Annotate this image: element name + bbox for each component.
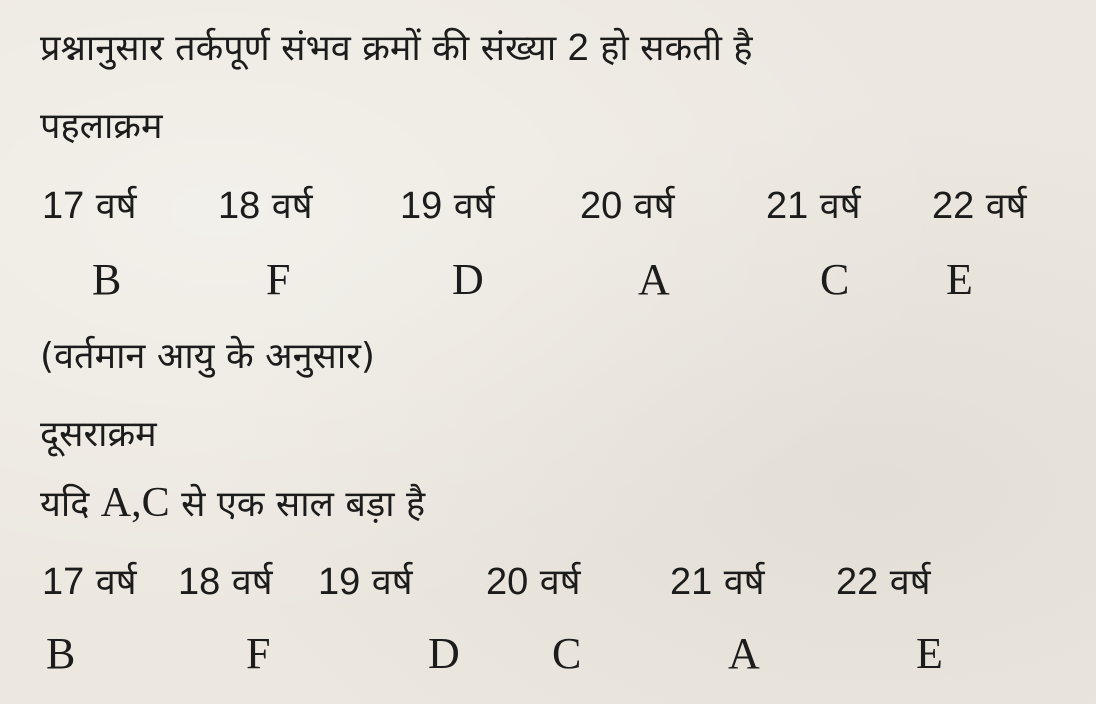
age-unit: वर्ष bbox=[528, 562, 581, 603]
age-number: 18 bbox=[178, 561, 221, 603]
second-age-cell bbox=[318, 556, 413, 605]
first-order-ages-row bbox=[0, 180, 1096, 230]
age-unit: वर्ष bbox=[442, 186, 495, 227]
age-number: 21 bbox=[766, 185, 809, 227]
second-person-letter: E bbox=[916, 629, 943, 678]
second-order-persons-row bbox=[0, 628, 1096, 684]
first-age-cell bbox=[766, 180, 861, 229]
age-unit: वर्ष bbox=[712, 562, 765, 603]
age-unit: वर्ष bbox=[878, 562, 931, 603]
first-age-cell bbox=[400, 180, 495, 229]
age-number: 22 bbox=[932, 185, 975, 227]
first-order-note: (वर्तमान आयु के अनुसार) bbox=[40, 336, 375, 377]
age-unit: वर्ष bbox=[808, 186, 861, 227]
second-age-cell bbox=[486, 556, 581, 605]
heading-text-end: हो सकती है bbox=[600, 28, 753, 69]
age-unit: वर्ष bbox=[84, 562, 137, 603]
age-number: 22 bbox=[836, 561, 879, 603]
second-age-cell bbox=[42, 556, 137, 605]
condition-names: A,C bbox=[100, 480, 170, 526]
condition-prefix: यदि bbox=[40, 484, 90, 525]
age-number: 19 bbox=[318, 561, 361, 603]
first-age-cell bbox=[580, 180, 675, 229]
second-age-cell bbox=[670, 556, 765, 605]
first-age-cell bbox=[932, 180, 1027, 229]
condition-suffix: से एक साल बड़ा है bbox=[181, 484, 426, 525]
second-age-cell bbox=[836, 556, 931, 605]
first-person-letter: D bbox=[452, 255, 484, 304]
first-person-letter: B bbox=[92, 255, 122, 304]
age-unit: वर्ष bbox=[220, 562, 273, 603]
age-number: 20 bbox=[580, 185, 623, 227]
first-age-cell bbox=[218, 180, 313, 229]
heading-text: प्रश्नानुसार तर्कपूर्ण संभव क्रमों की संख्या bbox=[40, 28, 557, 69]
first-person-letter: F bbox=[266, 255, 291, 304]
age-number: 20 bbox=[486, 561, 529, 603]
first-person-letter: E bbox=[946, 255, 973, 304]
heading-number: 2 bbox=[567, 27, 589, 69]
age-unit: वर्ष bbox=[360, 562, 413, 603]
age-number: 18 bbox=[218, 185, 261, 227]
second-age-cell bbox=[178, 556, 273, 605]
second-person-letter: C bbox=[552, 629, 582, 678]
second-order-ages-row bbox=[0, 556, 1096, 606]
first-age-cell bbox=[42, 180, 137, 229]
age-unit: वर्ष bbox=[84, 186, 137, 227]
first-person-letter: A bbox=[638, 255, 670, 304]
second-person-letter: A bbox=[728, 629, 760, 678]
second-person-letter: B bbox=[46, 629, 76, 678]
age-number: 17 bbox=[42, 185, 85, 227]
age-number: 19 bbox=[400, 185, 443, 227]
age-unit: वर्ष bbox=[260, 186, 313, 227]
second-person-letter: D bbox=[428, 629, 460, 678]
first-person-letter: C bbox=[820, 255, 850, 304]
second-person-letter: F bbox=[246, 629, 271, 678]
age-number: 17 bbox=[42, 561, 85, 603]
second-order-title: दूसराक्रम bbox=[40, 414, 157, 455]
age-unit: वर्ष bbox=[622, 186, 675, 227]
second-order-condition bbox=[40, 478, 425, 527]
age-unit: वर्ष bbox=[974, 186, 1027, 227]
heading-line bbox=[40, 22, 753, 71]
first-order-title: पहलाक्रम bbox=[40, 106, 163, 147]
age-number: 21 bbox=[670, 561, 713, 603]
first-order-persons-row bbox=[0, 254, 1096, 310]
